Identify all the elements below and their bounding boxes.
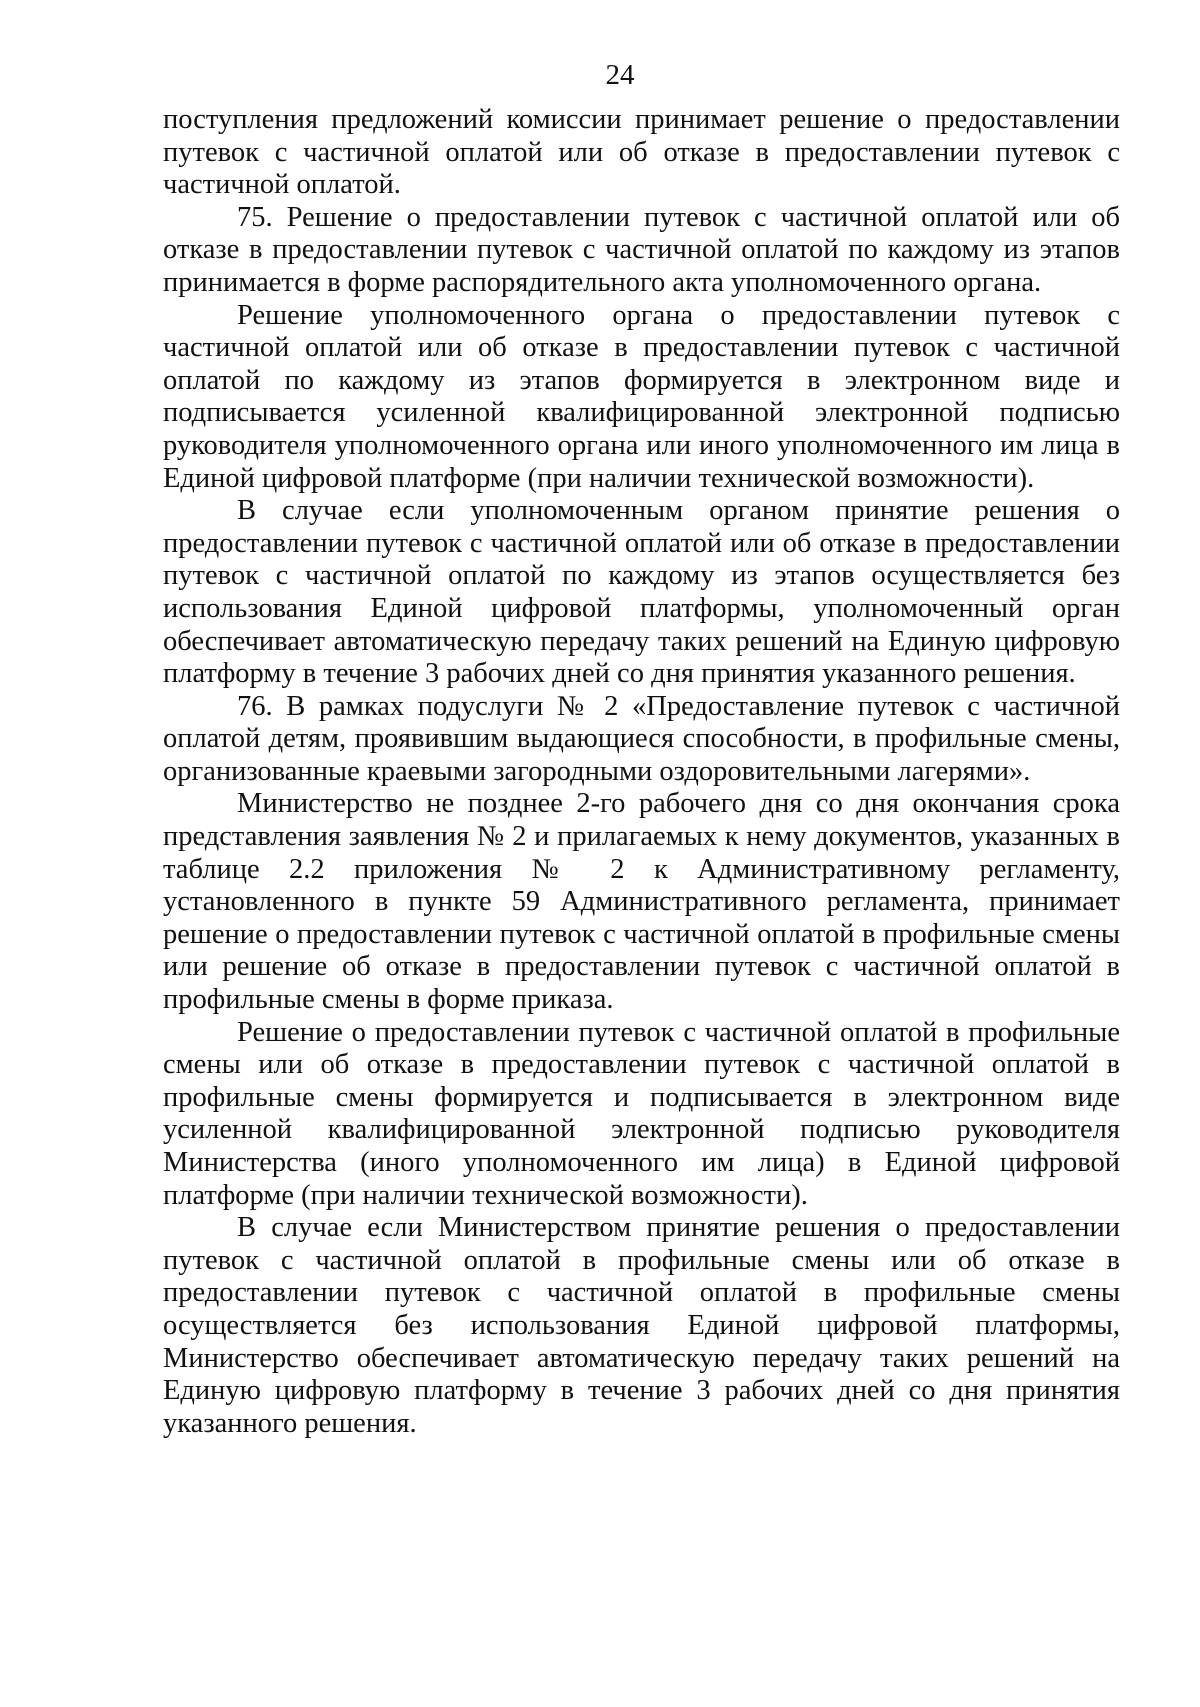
paragraph-transfer-authority: В случае если уполномоченным органом принятие решения о предоставлении путевок с частичной оплатой или об отказе в предоставлении путевок с частичной оплатой по каждому из этапов осуществляется без использования Единой цифровой платформы, уполномоченный орган обеспечивает автоматическую передачу таких решений на Единую цифровую платформу в течение 3 рабочих дней со дня принятия указанного решения. bbox=[163, 495, 1120, 690]
paragraph-item-76: 76. В рамках подуслуги № 2 «Предоставление путевок с частичной оплатой детям, проявившим выдающиеся способности, в профильные смены, организованные краевыми загородными оздоровительными лагерями». bbox=[163, 690, 1120, 787]
document-body bbox=[163, 104, 1120, 1440]
paragraph-ministry-deadline: Министерство не позднее 2-го рабочего дня со дня окончания срока представления заявления № 2 и прилагаемых к нему документов, указанных в таблице 2.2 приложения № 2 к Административному регламенту, установленного в пункте 59 Административного регламента, принимает решение о предоставлении путевок с частичной оплатой в профильные смены или решение об отказе в предоставлении путевок с частичной оплатой в профильные смены в форме приказа. bbox=[163, 788, 1120, 1016]
paragraph-ministry-signing: Решение о предоставлении путевок с частичной оплатой в профильные смены или об отказе в предоставлении путевок с частичной оплатой в профильные смены формируется и подписывается в электронном виде усиленной квалифицированной электронной подписью руководителя Министерства (иного уполномоченного им лица) в Единой цифровой платформе (при наличии технической возможности). bbox=[163, 1016, 1120, 1211]
page-number: 24 bbox=[605, 59, 635, 91]
paragraph-decision-signing: Решение уполномоченного органа о предоставлении путевок с частичной оплатой или об отказе в предоставлении путевок с частичной оплатой по каждому из этапов формируется в электронном виде и подписывается усиленной квалифицированной электронной подписью руководителя уполномоченного органа или иного уполномоченного им лица в Единой цифровой платформе (при наличии технической возможности). bbox=[163, 299, 1120, 494]
paragraph-ministry-transfer: В случае если Министерством принятие решения о предоставлении путевок с частичной оплатой в профильные смены или об отказе в предоставлении путевок с частичной оплатой в профильные смены осуществляется без использования Единой цифровой платформы, Министерство обеспечивает автоматическую передачу таких решений на Единую цифровую платформу в течение 3 рабочих дней со дня принятия указанного решения. bbox=[163, 1212, 1120, 1439]
paragraph-continuation: поступления предложений комиссии принимает решение о предоставлении путевок с частичной оплатой или об отказе в предоставлении путевок с частичной оплатой. bbox=[163, 104, 1120, 201]
paragraph-item-75: 75. Решение о предоставлении путевок с частичной оплатой или об отказе в предоставлении путевок с частичной оплатой по каждому из этапов принимается в форме распорядительного акта уполномоченного органа. bbox=[163, 201, 1120, 298]
